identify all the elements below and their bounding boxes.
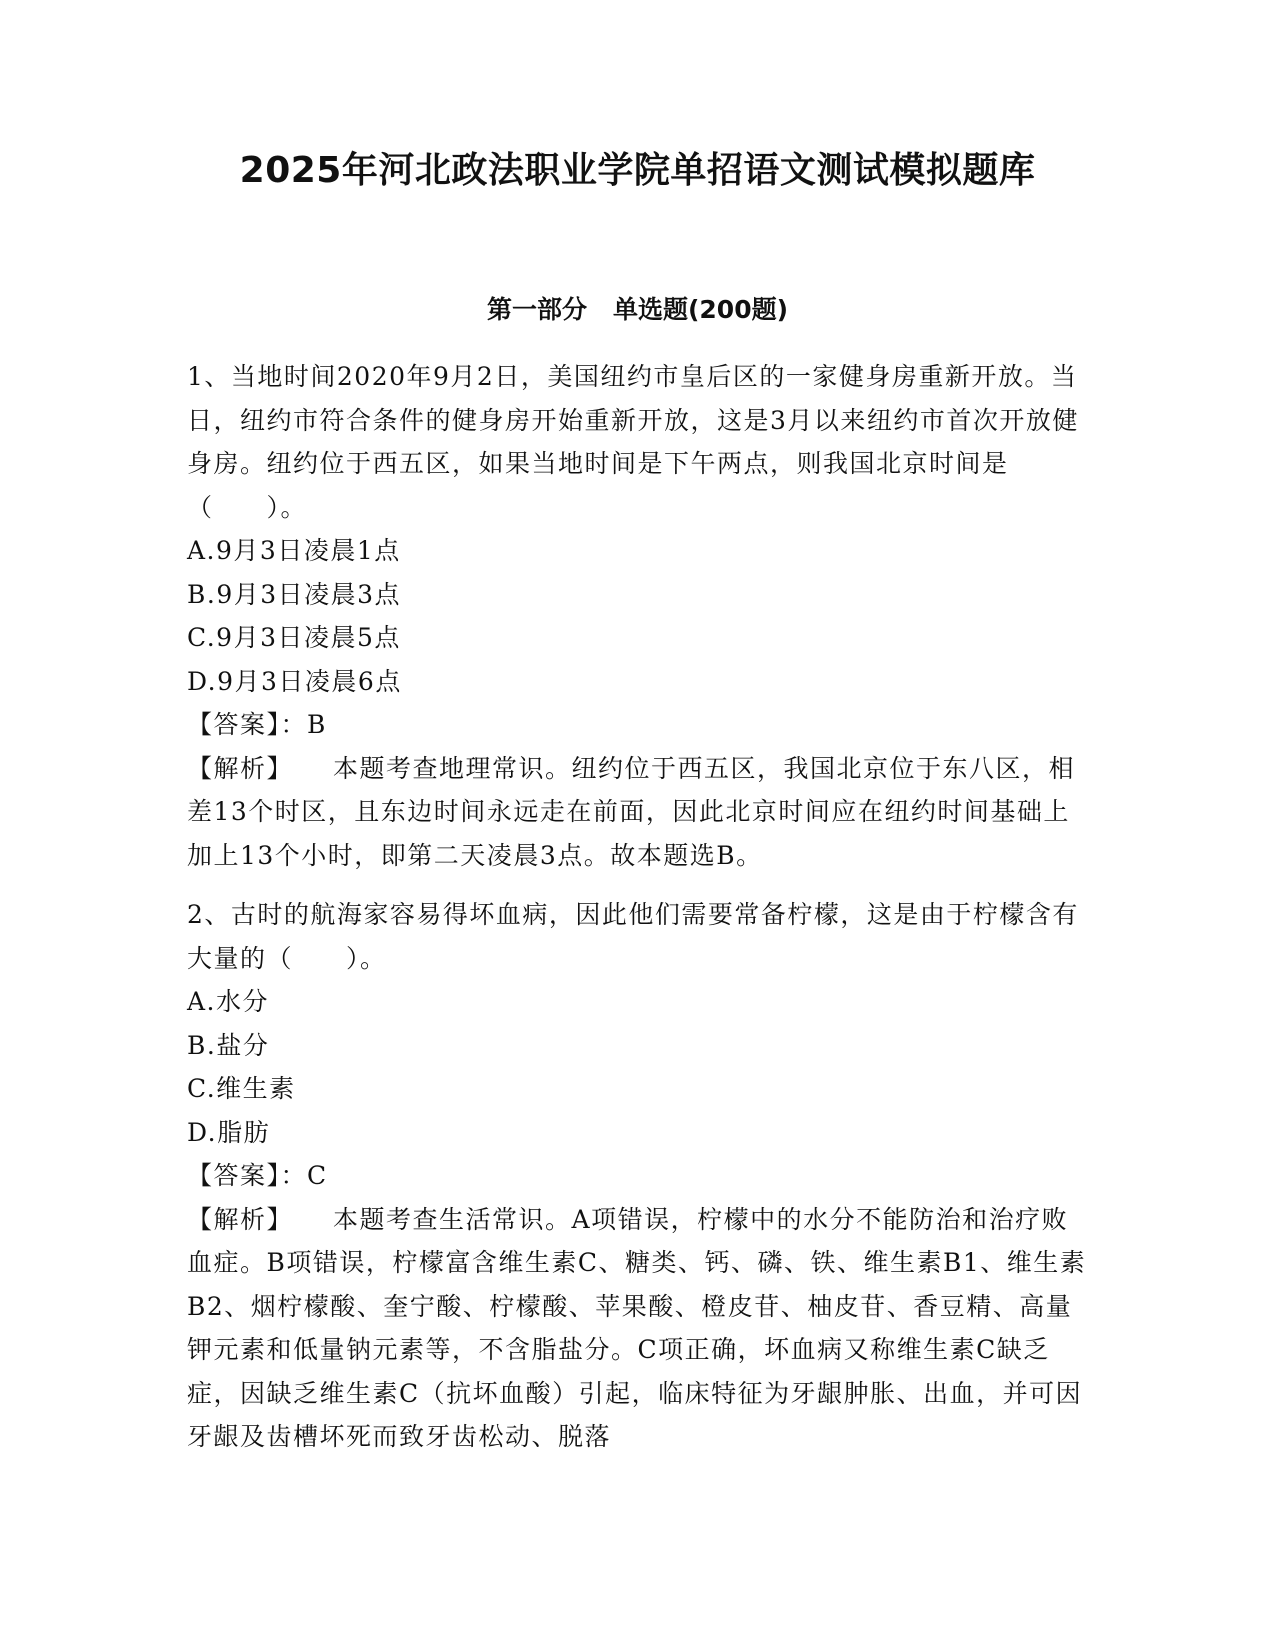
- document-title: 2025年河北政法职业学院单招语文测试模拟题库: [239, 150, 1036, 191]
- question-stem: 2、古时的航海家容易得坏血病，因此他们需要常备柠檬，这是由于柠檬含有大量的（ ）。: [187, 900, 1079, 973]
- answer-line: [187, 703, 1087, 747]
- option-d: D.9月3日凌晨6点: [187, 666, 402, 696]
- option-b: B.9月3日凌晨3点: [187, 579, 402, 609]
- analysis-label: 【解析】: [187, 1204, 294, 1234]
- answer-label: 【答案】: [187, 710, 281, 739]
- section-heading: [0, 293, 1275, 327]
- question-2: [187, 893, 1087, 1459]
- analysis-text: 本题考查生活常识。A项错误，柠檬中的水分不能防治和治疗败血症。B项错误，柠檬富含维生素C、糖类、钙、磷、铁、维生素B1、维生素B2、烟柠檬酸、奎宁酸、柠檬酸、苹果酸、橙皮苷、柚皮苷、香豆精、高量钾元素和低量钠元素等，不含脂盐分。C项正确，坏血病又称维生素C缺乏症，因缺乏维生素C（抗坏血酸）引起，临床特征为牙龈肿胀、出血，并可因牙龈及齿槽坏死而致牙齿松动、脱落: [187, 1204, 1087, 1451]
- question-1: [187, 355, 1087, 877]
- option-d: D.脂肪: [187, 1117, 271, 1147]
- option-list: [187, 529, 1087, 703]
- analysis-paragraph: [187, 747, 1087, 878]
- answer-label: 【答案】: [187, 1161, 281, 1190]
- answer-value: B: [307, 710, 327, 739]
- option-b: B.盐分: [187, 1030, 270, 1060]
- answer-value: C: [307, 1161, 328, 1190]
- question-stem: 1、当地时间2020年9月2日，美国纽约市皇后区的一家健身房重新开放。当日，纽约市符合条件的健身房开始重新开放，这是3月以来纽约市首次开放健身房。纽约位于西五区，如果当地时间是下午两点，则我国北京时间是（ ）。: [187, 362, 1079, 522]
- answer-separator: ：: [280, 1161, 308, 1190]
- option-c: C.9月3日凌晨5点: [187, 623, 401, 652]
- answer-line: [187, 1154, 1087, 1198]
- option-a: A.9月3日凌晨1点: [187, 536, 401, 565]
- analysis-paragraph: [187, 1198, 1087, 1459]
- option-list: [187, 980, 1087, 1154]
- option-c: C.维生素: [187, 1074, 296, 1103]
- section-name-label: 单选题(200题): [612, 295, 789, 324]
- answer-separator: ：: [280, 710, 308, 739]
- option-a: A.水分: [187, 987, 270, 1016]
- analysis-label: 【解析】: [187, 753, 294, 783]
- analysis-text: 本题考查地理常识。纽约位于西五区，我国北京位于东八区，相差13个时区，且东边时间永远走在前面，因此北京时间应在纽约时间基础上加上13个小时，即第二天凌晨3点。故本题选B。: [187, 753, 1076, 870]
- section-part-label: 第一部分: [486, 295, 587, 324]
